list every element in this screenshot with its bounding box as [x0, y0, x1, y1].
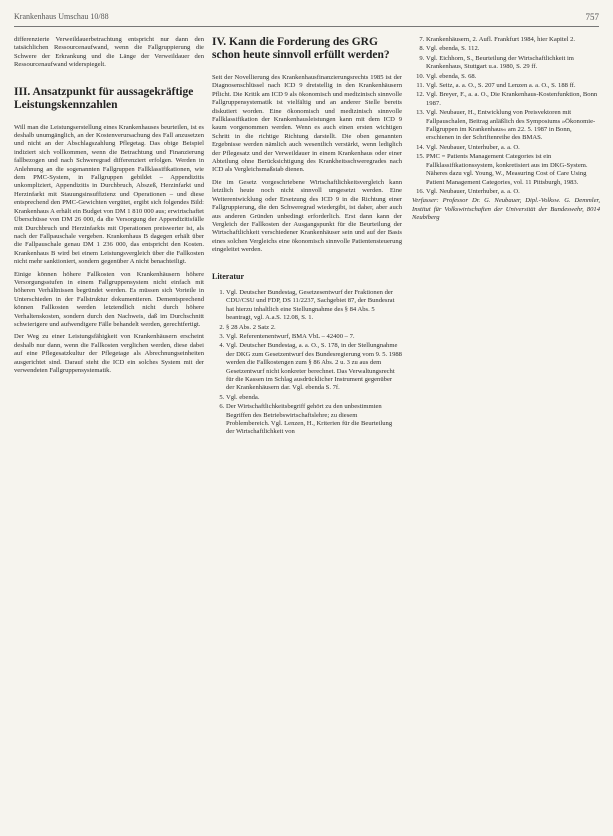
paragraph: Einige können höhere Fallkosten von Krankenhäusern höhere Versorgungsstufen in einem Fallgruppensystem nicht einfach mit höheren Verhältnissen begründet werden. Es müssen sich Vorteile in Unterschieden in der Fallstruktur dokumentieren. Dementsprechend können Fallkosten werden letztendlich nicht durch höhere Verhaltenskosten, sondern durch den Nachweis, daß im Durchschnitt schwierigere und aufwendigere Fälle behandelt werden, gerechtfertigt.: [14, 270, 204, 328]
reference-item: 10. Vgl. ebenda, S. 68.: [426, 73, 600, 81]
literature-heading: Literatur: [212, 271, 244, 281]
reference-item: 3. Vgl. Referentenentwurf, BMA VbL – 42400 – 7.: [226, 333, 402, 341]
section-title-3: III. Ansatzpunkt für aussagekräftige Leistungskennzahlen: [14, 85, 194, 111]
reference-item: 6. Der Wirtschaftlichkeitsbegriff gehört zu den unbestimmten Begriffen des Betriebswirtschaftslehre; zu diesem Problembereich. Vgl. Lenzen, H., Kriterien für die Beurteilung der Wirtschaftlichkeit von: [226, 403, 402, 437]
reference-list: [212, 289, 402, 437]
paragraph: Will man die Leistungserstellung eines Krankenhauses beurteilen, ist es deshalb unumgänglich, an der Kostenverursachung des Fall anzusetzen und nicht an der Abschlagszahlung Pflegetag. Das obige Beispiel indiziert sich vollkommen, wenn die Betrachtung und Finanzierung fallbezogen und nach Schweregrad differenziert erfolgen. Werden in Anlehnung an die sogenannten Fallgruppen Fallklassifikationen, wie dem PMC-System, in Fallgruppen gebildet – Appendizitis unkompliziert, Appendizitis in Durchbruch, Abszeß, Herzinfarkt und Herzinfarkt mit Stauungsinsuffizienz und Operationen – und diese entsprechend den PMC-Gewichten vergütet, ergibt sich folgendes Bild: Krankenhaus A erhält ein Budget von DM 1 810 000 aus; erwirtschaftet Überschüsse von DM 26 000, da die Versorgung der Appendizitisfälle mit Durchbruch und Herzinfarkts mit Operationen preiswerter ist, als nach der Fallpauschale vergeben. Krankenhaus B dagegen erhält über die Fallpauschale genau DM 1 236 000, das entspricht den Kosten. Krankenhaus B wird bei einem Leistungsvergleich über die Fallkosten nicht mehr sanktioniert, sondern gegenüber A nicht benachteiligt.: [14, 123, 204, 266]
header-rule: [14, 26, 599, 27]
page-number: 757: [585, 12, 599, 22]
reference-item: 8. Vgl. ebenda, S. 112.: [426, 45, 600, 53]
intro-paragraph: differenzierte Verweildauerbetrachtung entspricht nur dann den tatsächlichen Ressourcenaufwand, wenn die Fallgruppierung die Schwere der Erkrankung und die Länge der Verweildauer den Ressourcenaufwand widerspiegelt.: [14, 36, 204, 69]
reference-item: 16. Vgl. Neubauer, Unterhuber, a. a. O.: [426, 188, 600, 196]
journal-name: Krankenhaus Umschau 10/88: [14, 12, 109, 21]
reference-item: 5. Vgl. ebenda.: [226, 394, 402, 402]
section-title-4: IV. Kann die Forderung des GRG schon heute sinnvoll erfüllt werden?: [212, 36, 390, 61]
reference-item: 9. Vgl. Eichhorn, S., Beurteilung der Wirtschaftlichkeit im Krankenhaus, Stuttgart u.a. 1980, S. 29 ff.: [426, 55, 600, 72]
running-head: [14, 12, 599, 24]
paragraph: Die im Gesetz vorgeschriebene Wirtschaftlichkeitsvergleich kann letztlich heute noch nicht sinnvoll umgesetzt werden. Eine Weiterentwicklung oder Ersetzung des ICD 9 in die Richtung einer Fallgruppierung, die den Schweregrad wiedergibt, ist daher, aber auch aus anderen Gründen unbedingt erforderlich. Erst dann kann der Vergleich der Fallkosten der Ausgangspunkt für die Beurteilung der Wirtschaftlichkeit verschiedener Krankenhäuser sein und auf der Basis eines solchen Vergleichs eine ökonomisch sinnvolle Patientensteuerung eingeleitet werden.: [212, 178, 402, 254]
reference-item: 7. Krankenhäusern, 2. Aufl. Frankfurt 1984, hier Kapitel 2.: [426, 36, 600, 44]
reference-item: 11. Vgl. Seitz, a. a. O., S. 207 und Lenzen a. a. O., S. 188 ff.: [426, 82, 600, 90]
reference-list-continued: [412, 36, 600, 196]
paragraph: Der Weg zu einer Leistungsfähigkeit von Krankenhäusern erscheint deshalb nur dann, wenn die Fallkosten verglichen werden, diese dabei auf eine Pflegesatzkultur der Pflegetage als Abrechnungseinheiten ausgerichtet sind. Darauf steht die ICD ein solches System mit der verwendeten Fallgruppensystematik.: [14, 333, 204, 374]
column-2: [212, 36, 402, 438]
reference-item: 12. Vgl. Breyer, F., a. a. O., Die Krankenhaus-Kostenfunktion, Bonn 1987.: [426, 91, 600, 108]
column-1: [14, 36, 204, 379]
reference-item: 4. Vgl. Deutscher Bundestag, a. a. O., S. 178, in der Stellungnahme der DKG zum Gesetzentwurf des Bundesregierung vom 9. 5. 1988 werden die Fallkostengen zum § 86 Abs. 2 u. 3 zu aus dem Gesetzentwurf nicht konkreter berechnet. Das Verwaltungsrecht für die Kassen im Schlag ausdrücklicher Instrument gegenüber der Krankenhäusern dar. Vgl. ebenda S. 7f.: [226, 342, 402, 392]
reference-item: 2. § 28 Abs. 2 Satz 2.: [226, 324, 402, 332]
column-3: [412, 36, 600, 227]
reference-item: 1. Vgl. Deutscher Bundestag, Gesetzesentwurf der Fraktionen der CDU/CSU und FDP, DS 11/2237, Sachgebiet 87, der Bundesrat hat hierzu inhaltlich eine Stellungnahme des § 84 Abs. 5 beantragt, vgl. A.a.S. 12.08, S. 1.: [226, 289, 402, 323]
reference-item: 15. PMC = Patients Management Categories ist ein Fallklassifikationssystem, konkretisiert aus im DKG-System. Näheres dazu vgl. Young, W., Measuring Cost of Care Using Patient Management Categories, vol. 11 Pittsburgh, 1983.: [426, 153, 600, 187]
paragraph: Seit der Novellierung des Krankenhausfinanzierungsrechts 1985 ist der Diagnosenschlüssel nach ICD 9 dreistellig in den Krankenhäusern Pflicht. Die Kritik am ICD 9 als ökonomisch und medizinisch sinnvolle Fallgruppensystematik ist vielfältig und an anderer Stelle bereits diskutiert worden. Eine ökonomisch und medizinisch sinnvolle Fallklassifikation der Krankenhausleistungen kann mit dem ICD 9 kaum vorgenommen werden. Wenn es auch einen ersten wichtigen Schritt in die richtige Richtung darstellt. Die oben genannten Ergebnisse werden nämlich auch wesentlich verstärkt, wenn lediglich der Pflegesatz und der Verweildauer in einem Krankenhaus oder einer Abteilung ohne Berücksichtigung des Krankheitsschweregrades nach ICD als Vergleichsmaßstab dienen.: [212, 74, 402, 174]
reference-item: 13. Vgl. Neubauer, H., Entwicklung von Preisvektoren mit Fallpauschalen, Beitrag anläßlich des Symposiums »Ökonomie-Fallgruppen im Krankenhaus« am 22. 5. 1987 in Bonn, erschienen in der Schriftenreihe des BMAS.: [426, 109, 600, 143]
reference-item: 14. Vgl. Neubauer, Unterhuber, a. a. O.: [426, 144, 600, 152]
author-note: Verfasser: Professor Dr. G. Neubauer, Dipl.-Volksw. G. Demmler, Institut für Volkswirtschaften der Universität der Bundeswehr, 8014 Neubiberg: [412, 197, 600, 222]
